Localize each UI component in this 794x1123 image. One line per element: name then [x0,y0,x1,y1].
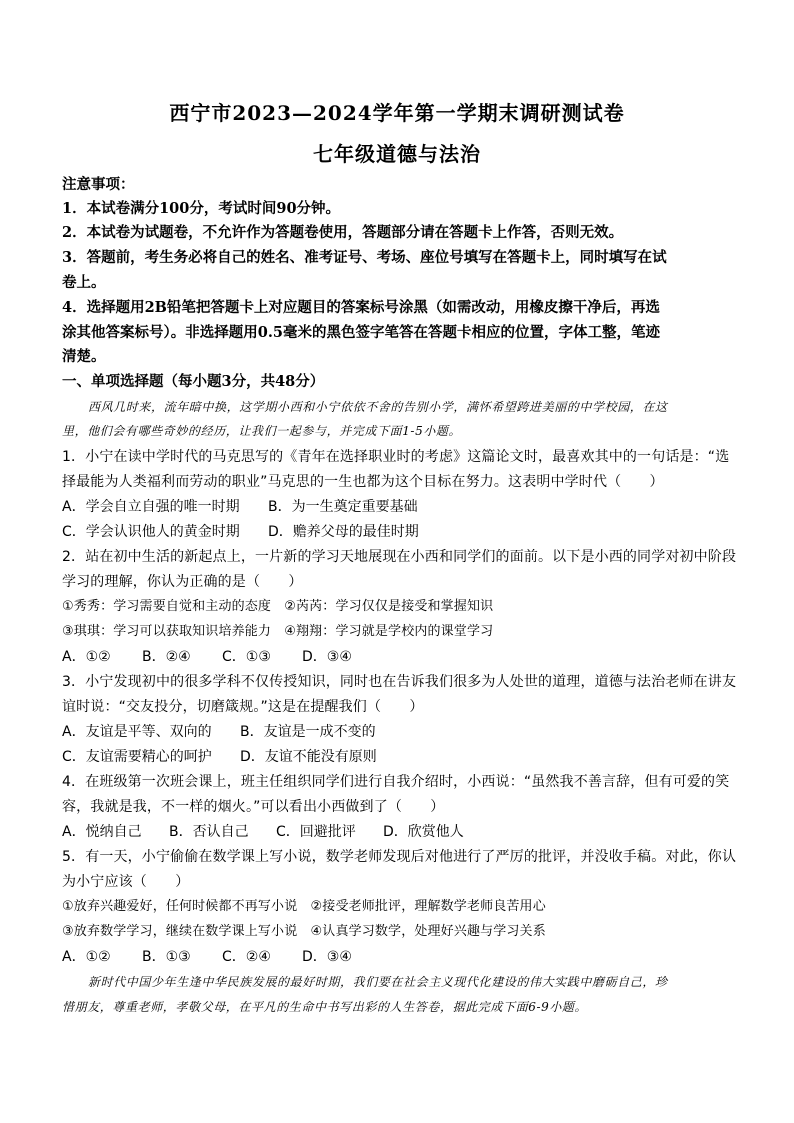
option: C．①③ [222,649,271,665]
option: A．①② [62,649,111,665]
notice-line: 清楚。 [62,348,106,365]
question-2-stem-line: 学习的理解，你认为正确的是（ ） [62,574,303,590]
exam-title: 西宁市2023—2024学年第一学期末调研测试卷 [169,101,625,125]
notice-line: 3．答题前，考生务必将自己的姓名、准考证号、考场、座位号填写在答题卡上，同时填写在试 [62,249,667,266]
option: D．③④ [302,949,352,965]
question-2-options-row [62,647,742,667]
section-intro-line: 惜朋友，尊重老师，孝敬父母，在平凡的生命中书写出彩的人生答卷，据此完成下面6-9小题。 [62,1000,588,1014]
question-5-stem-line: 为小宁应该（ ） [62,874,190,890]
question-2-stem-line: 2．站在初中生活的新起点上，一片新的学习天地展现在小西和同学们的面前。以下是小西的同学对初中阶段 [62,549,737,565]
notice-line: 2．本试卷为试题卷，不允许作为答题卷使用，答题部分请在答题卡上作答，否则无效。 [62,224,624,241]
exam-subtitle: 七年级道德与法治 [313,142,481,166]
notice-line: 4．选择题用2B铅笔把答题卡上对应题目的答案标号涂黑（如需改动，用橡皮擦干净后，再选 [62,299,660,316]
section-intro-line: 新时代中国少年生逢中华民族发展的最好时期，我们要在社会主义现代化建设的伟大实践中磨砺自己，珍 [88,975,668,989]
option: A．①② [62,949,111,965]
option: A．悦纳自己 [62,824,142,840]
option: C．②④ [222,949,271,965]
option: B．①③ [142,949,191,965]
option: A．友谊是平等、双向的 [62,724,212,740]
question-3-options-row [62,747,742,767]
option: B．否认自己 [169,824,249,840]
option: B．②④ [142,649,191,665]
section-intro-line: 西风几时来，流年暗中换，这学期小西和小宁依依不舍的告别小学，满怀希望跨进美丽的中学校园，在这 [88,400,668,414]
question-1-stem-line: 1．小宁在读中学时代的马克思写的《青年在选择职业时的考虑》这篇论文时，最喜欢其中的一句话是：“选 [62,449,730,465]
notice-line: 卷上。 [62,274,106,291]
option: C．友谊需要精心的呵护 [62,749,212,765]
question-2-statement: ①秀秀：学习需要自觉和主动的态度 ②芮芮：学习仅仅是接受和掌握知识 [62,599,494,614]
option: D．欣赏他人 [383,824,464,840]
option: D．友谊不能没有原则 [240,749,377,765]
option: C．学会认识他人的黄金时期 [62,524,240,540]
notice-line: 涂其他答案标号）。非选择题用0.5毫米的黑色签字笔答在答题卡相应的位置，字体工整，笔迹 [62,324,660,341]
question-1-options-row [62,497,742,517]
question-4-options-row [62,822,742,842]
question-4-stem-line: 容，我就是我，不一样的烟火。”可以看出小西做到了（ ） [62,799,445,815]
section-intro-line: 里，他们会有哪些奇妙的经历，让我们一起参与，并完成下面1-5小题。 [62,424,462,438]
notice-heading: 注意事项： [62,176,135,193]
option: C．回避批评 [276,824,356,840]
question-2-statement: ③琪琪：学习可以获取知识培养能力 ④翔翔：学习就是学校内的课堂学习 [62,624,494,639]
notice-line: 1．本试卷满分100分，考试时间90分钟。 [62,200,341,217]
option: B．为一生奠定重要基础 [268,499,418,515]
question-4-stem-line: 4．在班级第一次班会课上，班主任组织同学们进行自我介绍时，小西说：“虽然我不善言辞，但有可爱的笑 [62,774,730,790]
question-3-options-row [62,722,742,742]
question-5-statement: ①放弃兴趣爱好，任何时候都不再写小说 ②接受老师批评，理解数学老师良苦用心 [62,899,546,914]
option: D．③④ [302,649,352,665]
question-5-stem-line: 5．有一天，小宁偷偷在数学课上写小说，数学老师发现后对他进行了严厉的批评，并没收手稿。对此，你认 [62,849,737,865]
section-heading: 一、单项选择题（每小题3分，共48分） [62,373,325,390]
question-5-options-row [62,947,742,967]
question-1-options-row [62,522,742,542]
question-3-stem-line: 3．小宁发现初中的很多学科不仅传授知识，同时也在告诉我们很多为人处世的道理，道德与法治老师在讲友 [62,674,737,690]
option: B．友谊是一成不变的 [240,724,376,740]
question-1-stem-line: 择最能为人类福利而劳动的职业”马克思的一生也都为这个目标在努力。这表明中学时代（ ） [62,474,664,490]
question-5-statement: ③放弃数学学习，继续在数学课上写小说 ④认真学习数学，处理好兴趣与学习关系 [62,924,546,939]
option: A．学会自立自强的唯一时期 [62,499,240,515]
option: D．赡养父母的最佳时期 [268,524,419,540]
question-3-stem-line: 谊时说：“交友投分，切磨箴规。”这是在提醒我们（ ） [62,699,424,715]
